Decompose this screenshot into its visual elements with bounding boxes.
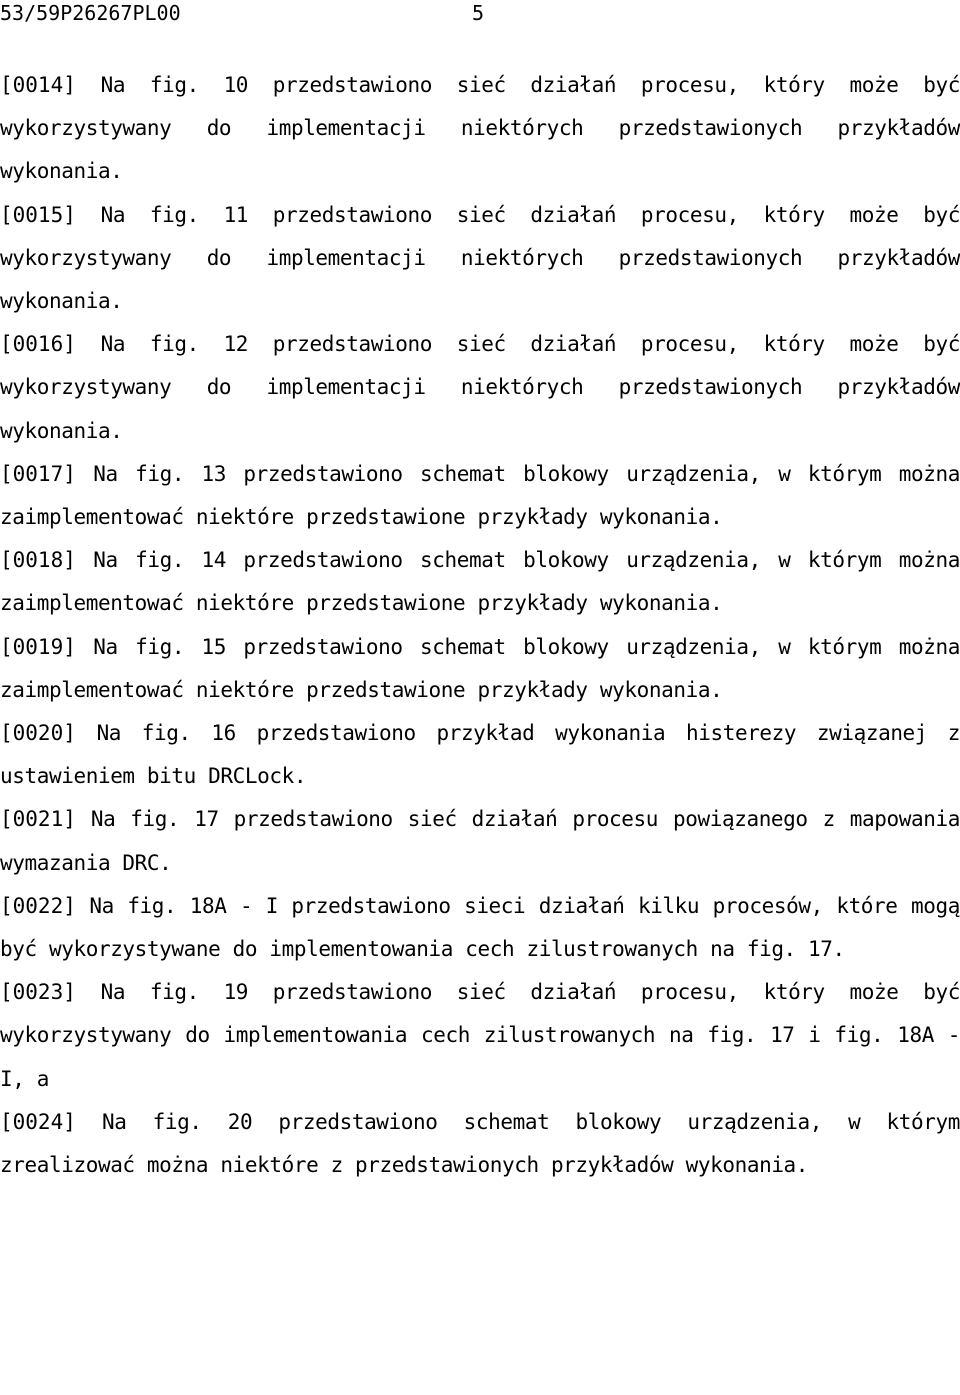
paragraph-0018: [0, 539, 960, 625]
paragraph-ref: [0023]: [0, 980, 76, 1005]
paragraph-0022: [0, 885, 960, 971]
paragraph-text: Na fig. 20 przedstawiono schemat blokowy urządzenia, w którym zrealizować można niektóre z przedstawionych przykładów wykonania.: [0, 1109, 960, 1178]
paragraph-ref: [0019]: [0, 634, 76, 659]
paragraph-text: Na fig. 13 przedstawiono schemat blokowy urządzenia, w którym można zaimplementować niektóre przedstawione przykłady wykonania.: [0, 461, 960, 530]
paragraph-text: Na fig. 12 przedstawiono sieć działań procesu, który może być wykorzystywany do implementacji niektórych przedstawionych przykładów wykonania.: [0, 332, 960, 443]
paragraph-0023: [0, 971, 960, 1101]
paragraph-0021: [0, 798, 960, 884]
paragraph-text: Na fig. 16 przedstawiono przykład wykonania histerezy związanej z ustawieniem bitu DRCLock.: [0, 721, 960, 789]
paragraph-ref: [0021]: [0, 807, 76, 832]
document-body: [0, 64, 960, 1187]
paragraph-text: Na fig. 17 przedstawiono sieć działań procesu powiązanego z mapowania wymazania DRC.: [0, 807, 960, 875]
paragraph-text: Na fig. 11 przedstawiono sieć działań procesu, który może być wykorzystywany do implementacji niektórych przedstawionych przykładów wykonania.: [0, 202, 960, 314]
paragraph-text: Na fig. 18A - I przedstawiono sieci działań kilku procesów, które mogą być wykorzystywane do implementowania cech zilustrowanych na fig. 17.: [0, 893, 960, 962]
paragraph-0019: [0, 626, 960, 712]
paragraph-0024: [0, 1101, 960, 1187]
paragraph-text: Na fig. 14 przedstawiono schemat blokowy urządzenia, w którym można zaimplementować niektóre przedstawione przykłady wykonania.: [0, 548, 960, 616]
paragraph-0020: [0, 712, 960, 798]
paragraph-ref: [0014]: [0, 73, 76, 97]
paragraph-0017: [0, 453, 960, 539]
page-header: [0, 0, 960, 28]
paragraph-ref: [0017]: [0, 461, 76, 486]
paragraph-0015: [0, 194, 960, 324]
paragraph-text: Na fig. 10 przedstawiono sieć działań procesu, który może być wykorzystywany do implementacji niektórych przedstawionych przykładów wykonania.: [0, 73, 960, 184]
paragraph-text: Na fig. 19 przedstawiono sieć działań procesu, który może być wykorzystywany do implementowania cech zilustrowanych na fig. 17 i fig. 18A - I, a: [0, 980, 960, 1091]
paragraph-ref: [0024]: [0, 1109, 76, 1134]
paragraph-text: Na fig. 15 przedstawiono schemat blokowy urządzenia, w którym można zaimplementować niektóre przedstawione przykłady wykonania.: [0, 634, 960, 702]
document-number: 53/59P26267PL00: [0, 1, 181, 25]
paragraph-ref: [0015]: [0, 202, 76, 227]
page-number: 5: [472, 1, 485, 25]
paragraph-0016: [0, 323, 960, 453]
paragraph-0014: [0, 64, 960, 194]
paragraph-ref: [0016]: [0, 332, 76, 357]
paragraph-ref: [0022]: [0, 893, 76, 918]
paragraph-ref: [0018]: [0, 548, 76, 573]
paragraph-ref: [0020]: [0, 721, 76, 746]
